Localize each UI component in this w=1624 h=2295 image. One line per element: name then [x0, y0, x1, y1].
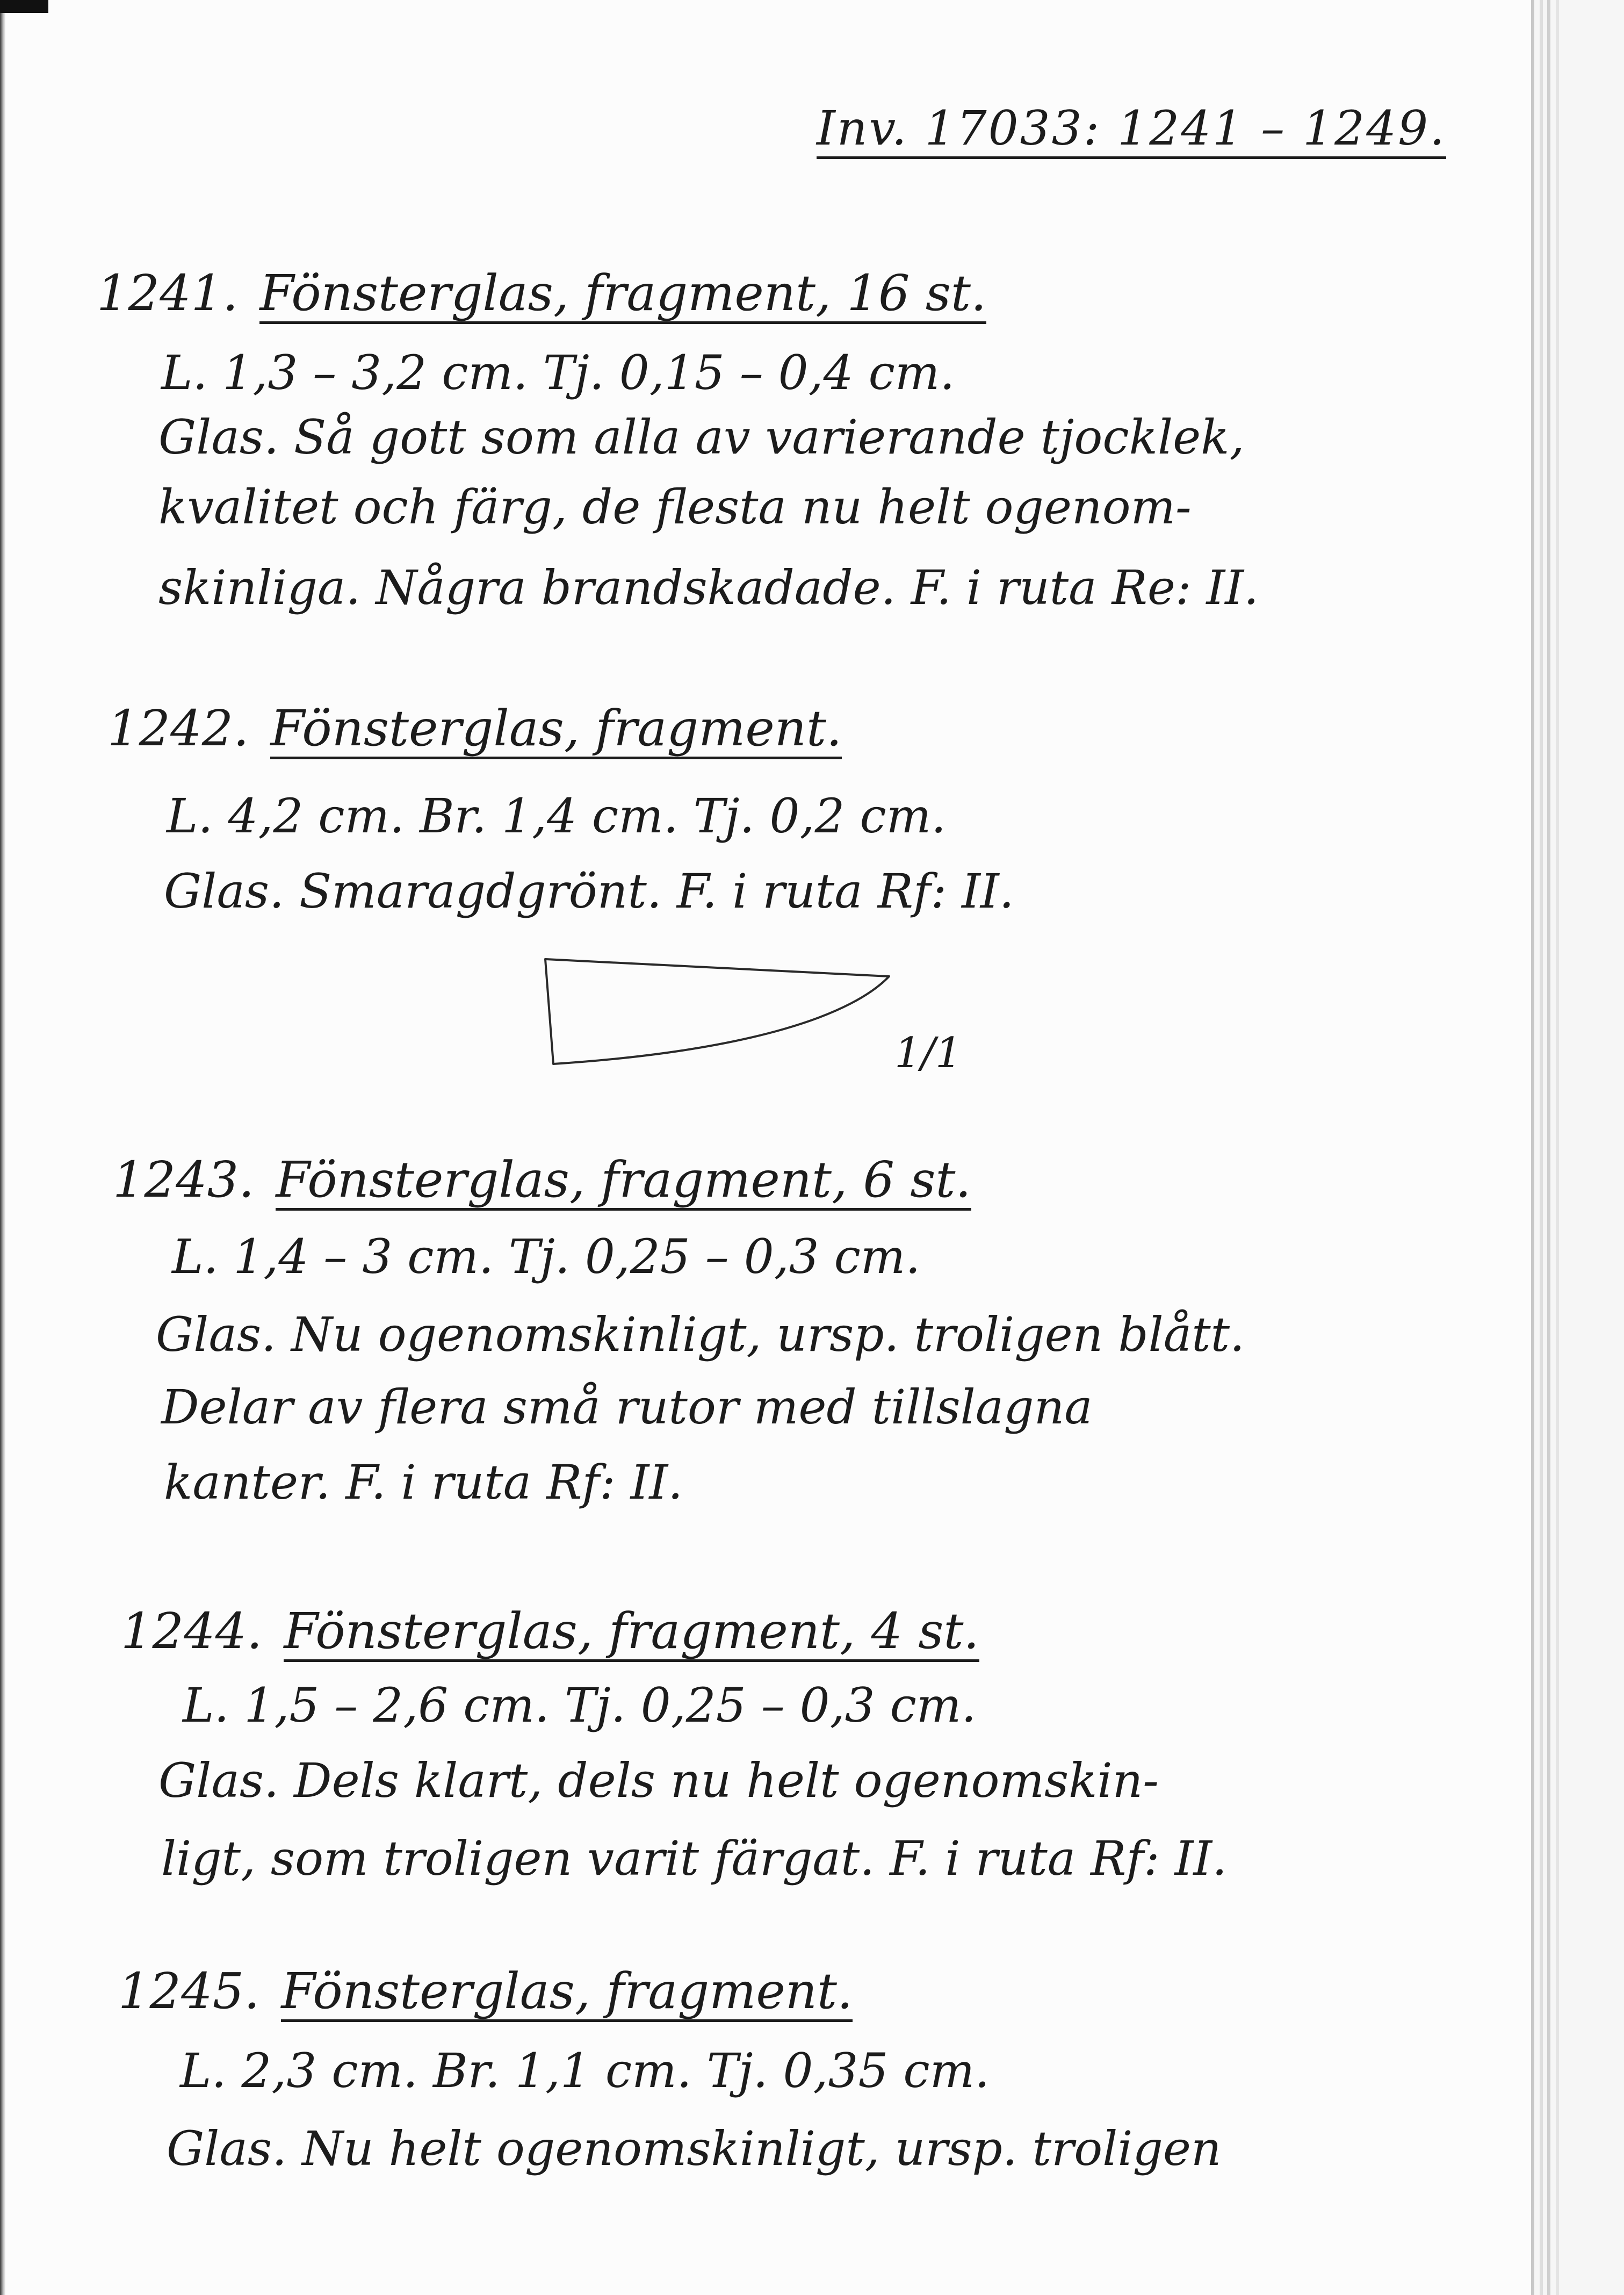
entry-measurements: L. 1,5 – 2,6 cm. Tj. 0,25 – 0,3 cm. — [183, 1678, 977, 1733]
corner-mark — [0, 0, 48, 13]
page-stack-line — [1540, 0, 1543, 2295]
entry-number: 1242. — [107, 700, 249, 757]
entry-number: 1243. — [113, 1151, 255, 1208]
page-stack-line — [1556, 0, 1559, 2295]
entry-heading: Fönsterglas, fragment. — [270, 704, 842, 759]
entry-number: 1241. — [97, 264, 239, 322]
inventory-number: Inv. 17033: 1241 – 1249. — [817, 105, 1446, 159]
entry-description-line: kanter. F. i ruta Rf: II. — [164, 1455, 683, 1510]
entry-title — [121, 1602, 979, 1662]
entry-heading: Fönsterglas, fragment, 4 st. — [284, 1607, 979, 1662]
page-stack-line — [1531, 0, 1534, 2295]
page-binding-edge — [0, 0, 5, 2295]
entry-measurements: L. 1,4 – 3 cm. Tj. 0,25 – 0,3 cm. — [172, 1229, 921, 1284]
entry-description-line: Glas. Dels klart, dels nu helt ogenomskin- — [158, 1753, 1159, 1808]
entry-description-line: Delar av flera små rutor med tillslagna — [161, 1379, 1093, 1435]
entry-heading: Fönsterglas, fragment. — [281, 1967, 853, 2022]
entry-title — [97, 264, 987, 324]
entry-heading: Fönsterglas, fragment, 16 st. — [259, 269, 986, 324]
entry-description-line: Glas. Nu ogenomskinligt, ursp. troligen blått. — [156, 1307, 1245, 1362]
entry-title — [107, 700, 842, 759]
entry-description-line: skinliga. Några brandskadade. F. i ruta Re: II. — [158, 560, 1259, 615]
sketch-scale: 1/1 — [894, 1029, 962, 1077]
entry-description-line: Glas. Nu helt ogenomskinligt, ursp. troligen — [167, 2121, 1222, 2176]
entry-number: 1244. — [121, 1602, 263, 1660]
entry-measurements: L. 2,3 cm. Br. 1,1 cm. Tj. 0,35 cm. — [180, 2043, 990, 2098]
fragment-sketch — [532, 948, 940, 1093]
entry-heading: Fönsterglas, fragment, 6 st. — [276, 1155, 971, 1211]
entry-description-line: ligt, som troligen varit färgat. F. i ruta Rf: II. — [161, 1831, 1228, 1886]
entry-description-line: Glas. Smaragdgrönt. F. i ruta Rf: II. — [164, 864, 1014, 919]
entry-title — [113, 1151, 971, 1211]
entry-description-line: kvalitet och färg, de flesta nu helt ogenom- — [158, 479, 1192, 535]
entry-measurements: L. 4,2 cm. Br. 1,4 cm. Tj. 0,2 cm. — [167, 788, 947, 844]
fragment-outline — [545, 959, 889, 1064]
inventory-header — [817, 100, 1447, 169]
entry-measurements: L. 1,3 – 3,2 cm. Tj. 0,15 – 0,4 cm. — [161, 345, 955, 400]
entry-description-line: Glas. Så gott som alla av varierande tjocklek, — [158, 409, 1245, 465]
page-stack-line — [1547, 0, 1550, 2295]
entry-title — [118, 1962, 853, 2022]
entry-number: 1245. — [118, 1962, 260, 2020]
